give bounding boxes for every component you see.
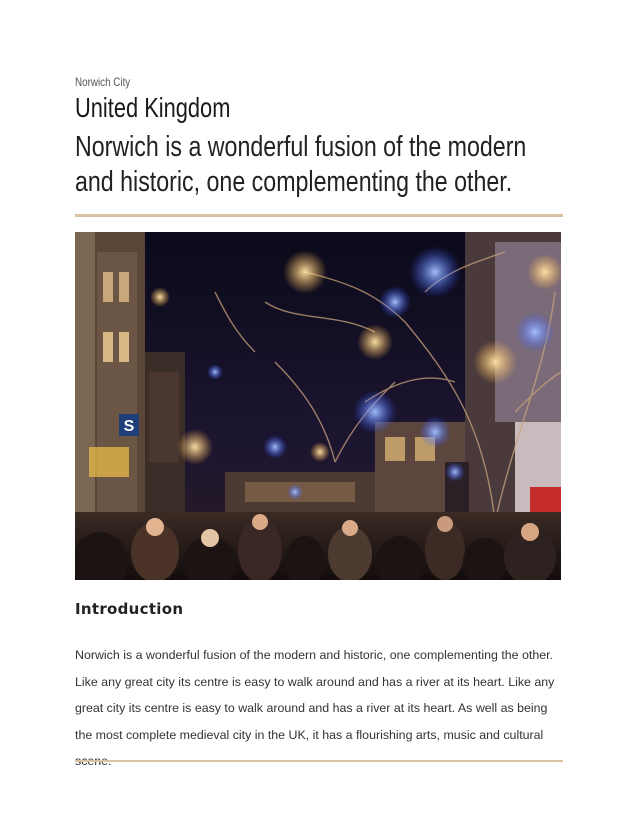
kicker-label: Norwich City [75,75,131,89]
introduction-paragraph: Norwich is a wonderful fusion of the modern and historic, one complementing the other. Like any great city its centre is easy to walk around and has a river at its heart. Like any great city its centre is easy to walk around and has a river at its heart. As well as being the most complete medieval city in the UK, it has a flourishing arts, music and cultural [75,648,555,742]
section-heading-introduction: Introduction [75,600,184,618]
page-title: United Kingdom [75,92,231,123]
shop-sign-letter: S [123,418,135,435]
top-divider [75,214,563,217]
bottom-divider [75,760,563,762]
city-street-photo [75,232,561,580]
page-subtitle: Norwich is a wonderful fusion of the modern and historic, one complementing the other. [75,131,527,198]
